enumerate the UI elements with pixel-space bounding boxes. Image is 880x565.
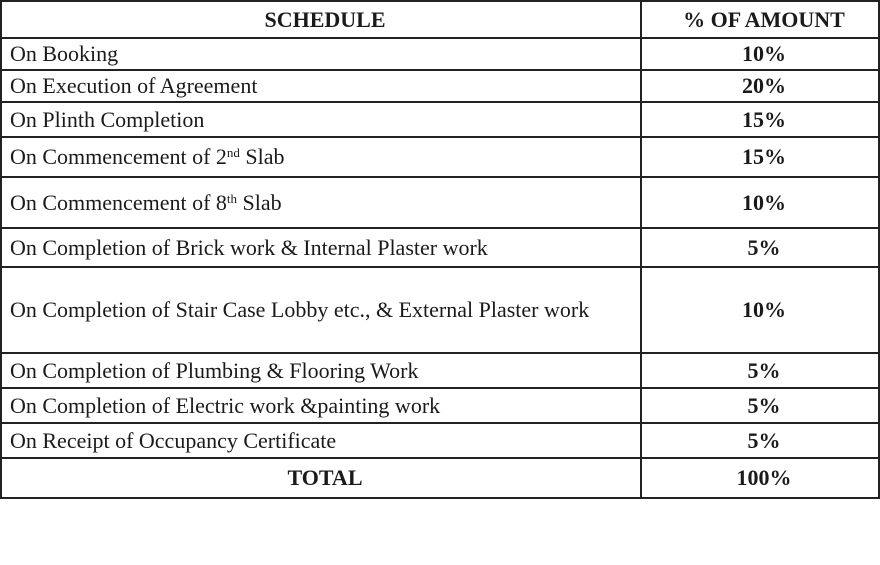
row-description-text: On Completion of Electric work &painting work [10, 392, 441, 418]
table-total-row [1, 458, 879, 498]
total-percentage: 100% [641, 458, 879, 498]
row-description [1, 70, 641, 102]
row-percentage: 5% [641, 228, 879, 267]
row-description-text: On Execution of Agreement [10, 73, 258, 98]
row-description-text: On Plinth Completion [10, 106, 205, 132]
row-percentage: 5% [641, 388, 879, 423]
row-percentage: 5% [641, 353, 879, 388]
row-description-text: On Completion of Plumbing & Flooring Work [10, 357, 419, 383]
row-percentage: 10% [641, 267, 879, 353]
row-description [1, 102, 641, 137]
table-row [1, 177, 879, 228]
header-amount: % OF AMOUNT [641, 1, 879, 38]
row-description-text: On Commencement of 8 [10, 189, 227, 215]
row-percentage: 10% [641, 38, 879, 70]
row-description [1, 423, 641, 458]
row-description-text: On Booking [10, 41, 119, 66]
table-row [1, 38, 879, 70]
row-percentage: 15% [641, 102, 879, 137]
row-percentage: 10% [641, 177, 879, 228]
ordinal-suffix: th [226, 190, 238, 206]
row-description-text: On Commencement of 2 [10, 144, 227, 169]
row-description-text: On Completion of Stair Case Lobby etc., & External Plaster work [10, 297, 590, 322]
row-percentage: 20% [641, 70, 879, 102]
row-percentage: 15% [641, 137, 879, 177]
row-description [1, 38, 641, 70]
ordinal-suffix: nd [226, 145, 240, 160]
row-description-text: Slab [237, 189, 282, 215]
row-description-text: Slab [239, 144, 285, 169]
row-description [1, 228, 641, 267]
table-header-row [1, 1, 879, 38]
row-description [1, 353, 641, 388]
table-row [1, 228, 879, 267]
row-description [1, 137, 641, 177]
table-row [1, 267, 879, 353]
table-row [1, 70, 879, 102]
row-description [1, 267, 641, 353]
table-row [1, 423, 879, 458]
row-description-text: On Receipt of Occupancy Certificate [10, 427, 337, 453]
header-schedule: SCHEDULE [1, 1, 641, 38]
row-description [1, 177, 641, 228]
table-row [1, 353, 879, 388]
total-label: TOTAL [1, 458, 641, 498]
table-row [1, 137, 879, 177]
table-row [1, 102, 879, 137]
table-row [1, 388, 879, 423]
row-description-text: On Completion of Brick work & Internal Plaster work [10, 234, 488, 260]
row-description [1, 388, 641, 423]
row-percentage: 5% [641, 423, 879, 458]
